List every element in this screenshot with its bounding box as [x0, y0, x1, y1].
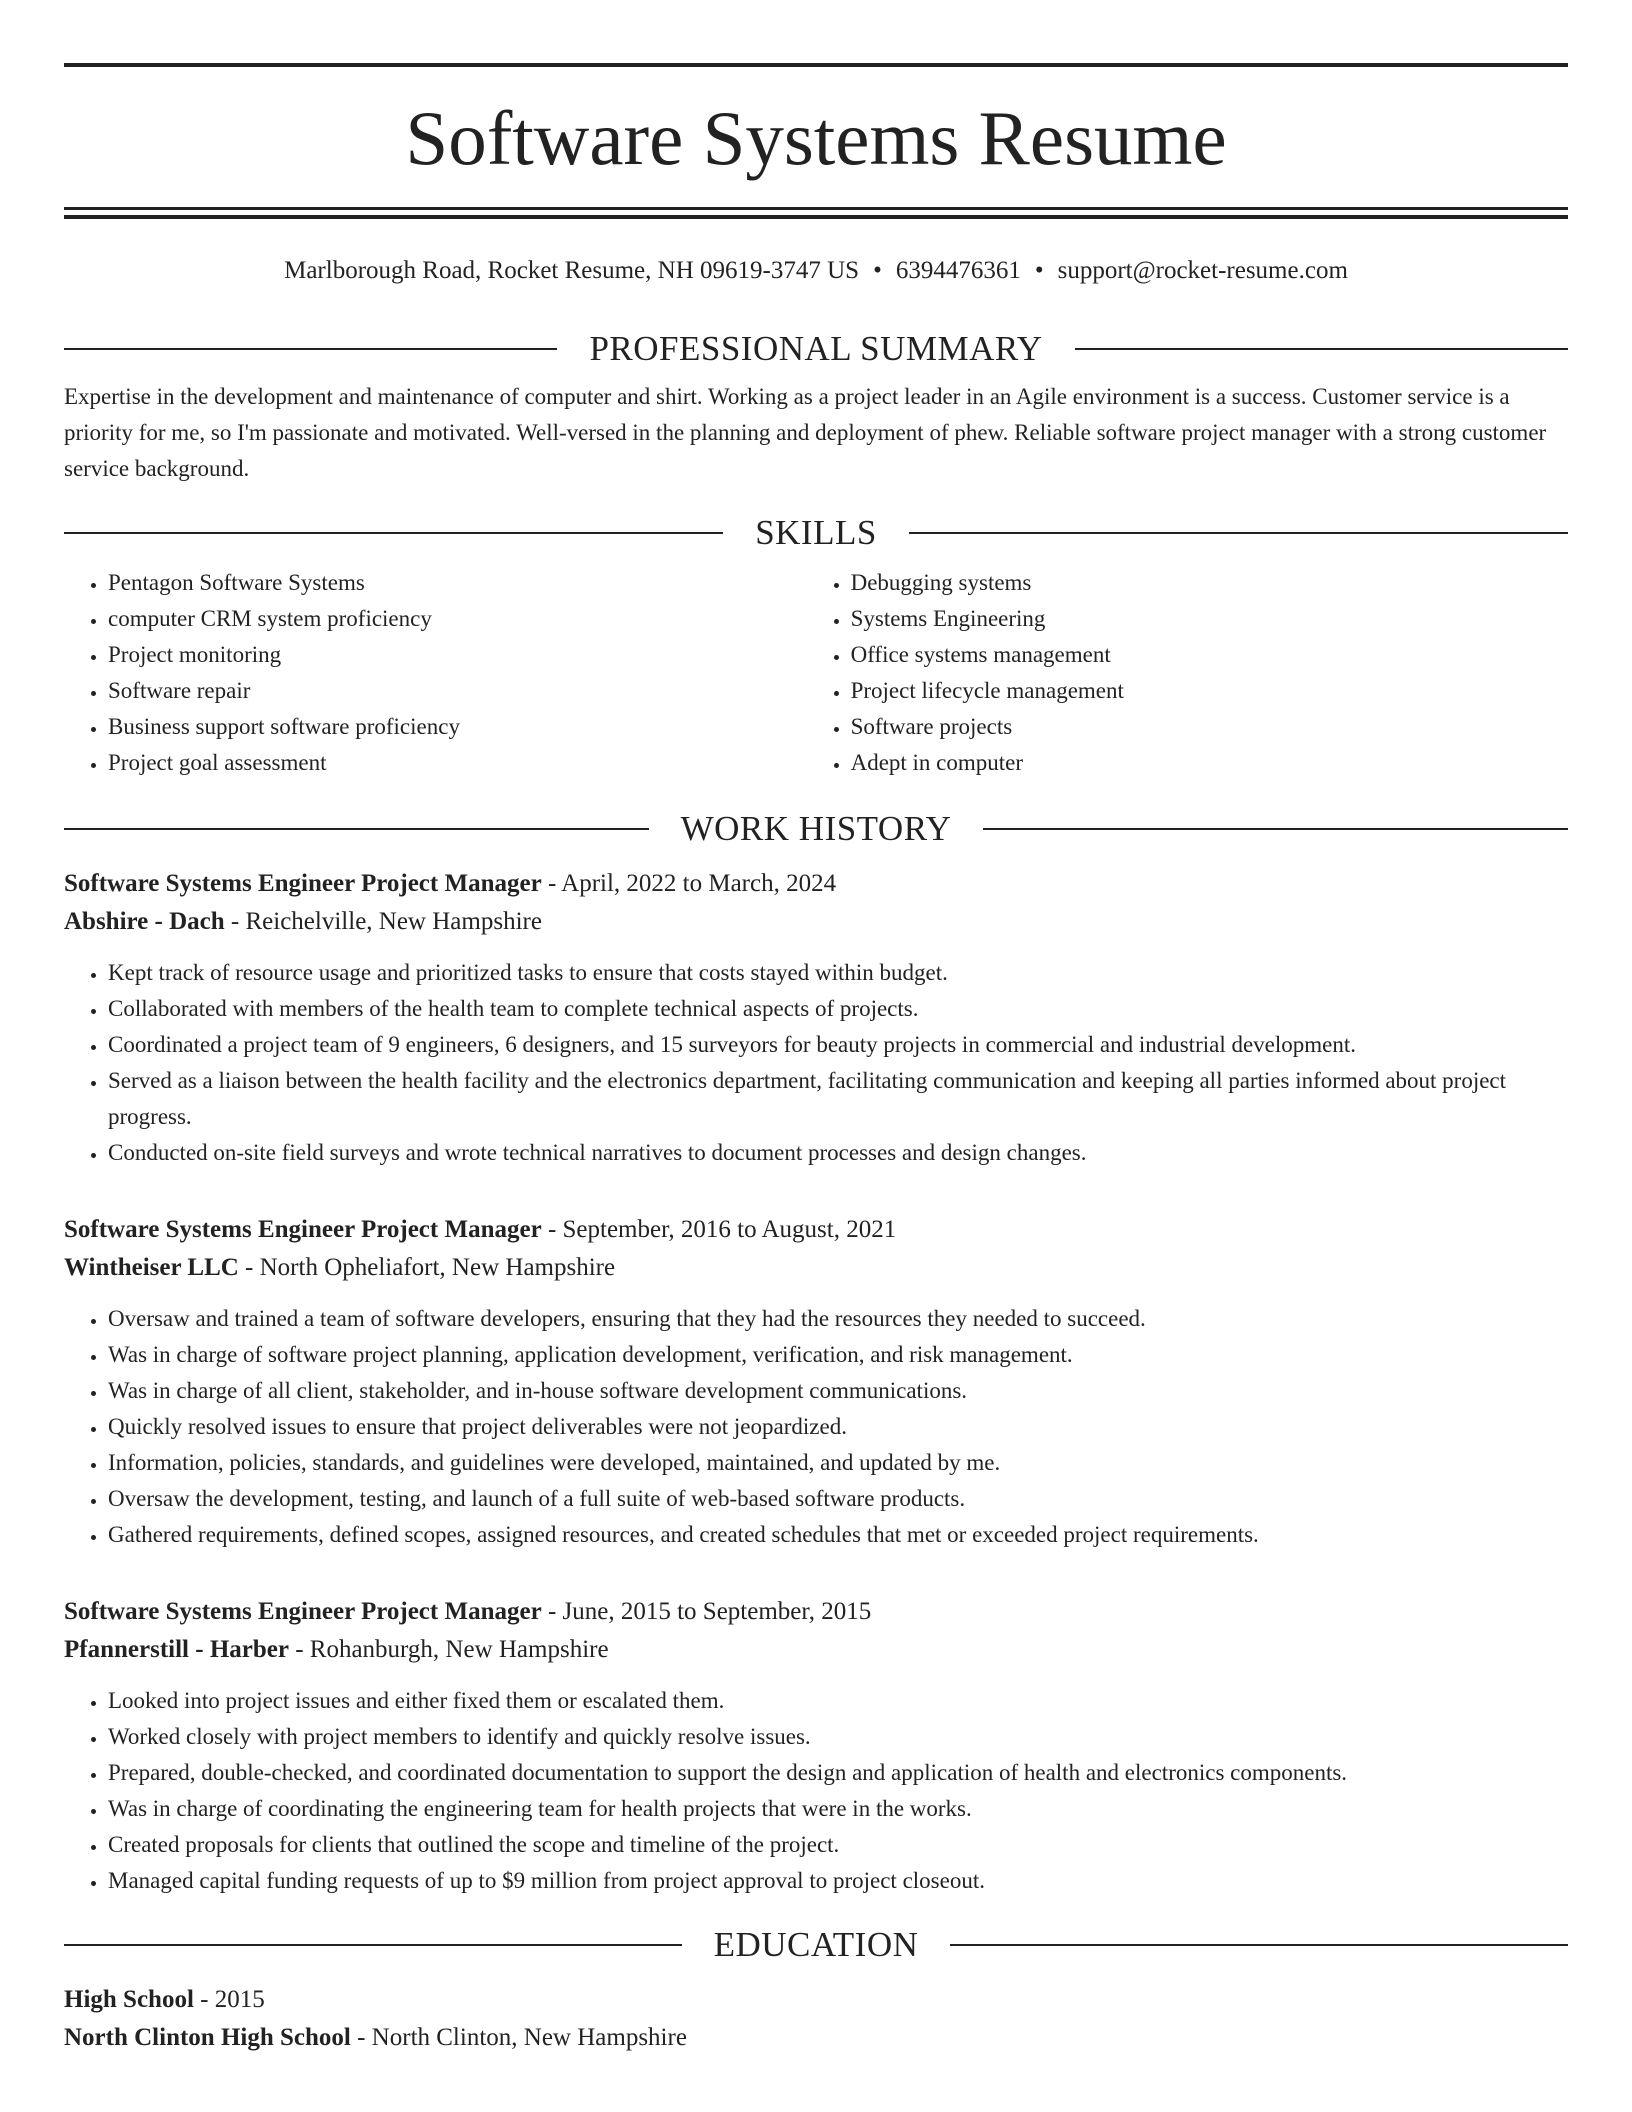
contact-phone: 6394476361	[895, 257, 1021, 284]
work-section-title: WORK HISTORY	[680, 809, 952, 848]
section-rule	[950, 1944, 1568, 1946]
education-section-title: EDUCATION	[713, 1925, 919, 1964]
job-bullet: • Was in charge of software project planning, application development, verification, and risk management.	[108, 1337, 1568, 1373]
job-bullet: • Gathered requirements, defined scopes, assigned resources, and created schedules that met or exceeded project requirements.	[108, 1517, 1568, 1553]
education-location: - North Clinton, New Hampshire	[350, 2024, 687, 2051]
summary-section-title: PROFESSIONAL SUMMARY	[589, 329, 1043, 368]
job-company: Wintheiser LLC	[64, 1254, 239, 1281]
job-company-line	[64, 903, 1568, 941]
education-section-header	[64, 1927, 1568, 1963]
job-bullet: • Was in charge of all client, stakeholder, and in-house software development communications.	[108, 1373, 1568, 1409]
job-bullets	[64, 955, 1568, 1171]
job-company: Pfannerstill - Harber	[64, 1636, 289, 1663]
education-entry	[64, 1981, 1568, 2057]
section-rule	[64, 532, 723, 534]
title-double-rule	[64, 207, 1568, 219]
work-section-header	[64, 811, 1568, 847]
skill-item: • Business support software proficiency	[108, 709, 807, 745]
job-bullet: • Conducted on-site field surveys and wrote technical narratives to document processes and design changes.	[108, 1135, 1568, 1171]
job-bullet: • Oversaw the development, testing, and launch of a full suite of web-based software products.	[108, 1481, 1568, 1517]
education-school-line	[64, 2019, 1568, 2057]
job-location: - Rohanburgh, New Hampshire	[288, 1636, 609, 1663]
job-bullets	[64, 1683, 1568, 1899]
education-degree: High School	[64, 1986, 194, 2013]
job-bullet: • Looked into project issues and either fixed them or escalated them.	[108, 1683, 1568, 1719]
job-title: Software Systems Engineer Project Manager	[64, 1598, 542, 1625]
job-bullet: • Served as a liaison between the health facility and the electronics department, facilitating communication and keeping all parties informed about project progress.	[108, 1063, 1568, 1135]
section-rule	[1075, 348, 1568, 350]
skill-item: • Project goal assessment	[108, 745, 807, 781]
job-title-line	[64, 1211, 1568, 1249]
skills-list	[64, 565, 1568, 781]
skills-column-right	[807, 565, 1568, 781]
job-bullet: • Kept track of resource usage and prioritized tasks to ensure that costs stayed within budget.	[108, 955, 1568, 991]
job-entry	[64, 1593, 1568, 1899]
education-school: North Clinton High School	[64, 2024, 351, 2051]
skill-item: • computer CRM system proficiency	[108, 601, 807, 637]
job-dates: - June, 2015 to September, 2015	[541, 1598, 872, 1625]
job-bullet: • Information, policies, standards, and guidelines were developed, maintained, and updated by me.	[108, 1445, 1568, 1481]
education-year: - 2015	[193, 1986, 265, 2013]
education-degree-line	[64, 1981, 1568, 2019]
skill-item: • Project lifecycle management	[851, 673, 1568, 709]
contact-separator: •	[1034, 257, 1044, 284]
skills-section-header	[64, 515, 1568, 551]
skill-item: • Software repair	[108, 673, 807, 709]
section-rule	[909, 532, 1568, 534]
job-title: Software Systems Engineer Project Manager	[64, 870, 542, 897]
job-bullet: • Was in charge of coordinating the engineering team for health projects that were in the works.	[108, 1791, 1568, 1827]
top-rule	[64, 63, 1568, 67]
job-company-line	[64, 1249, 1568, 1287]
job-location: - North Opheliafort, New Hampshire	[238, 1254, 616, 1281]
job-bullet: • Worked closely with project members to identify and quickly resolve issues.	[108, 1719, 1568, 1755]
job-entry	[64, 1211, 1568, 1553]
job-bullet: • Created proposals for clients that outlined the scope and timeline of the project.	[108, 1827, 1568, 1863]
job-title: Software Systems Engineer Project Manager	[64, 1216, 542, 1243]
section-rule	[983, 828, 1568, 830]
job-bullet: • Oversaw and trained a team of software developers, ensuring that they had the resources they needed to succeed.	[108, 1301, 1568, 1337]
job-bullet: • Prepared, double-checked, and coordinated documentation to support the design and application of health and electronics components.	[108, 1755, 1568, 1791]
skill-item: • Pentagon Software Systems	[108, 565, 807, 601]
job-bullet: • Managed capital funding requests of up to $9 million from project approval to project closeout.	[108, 1863, 1568, 1899]
job-location: - Reichelville, New Hampshire	[224, 908, 542, 935]
skills-column-left	[64, 565, 807, 781]
job-company-line	[64, 1631, 1568, 1669]
job-bullet: • Quickly resolved issues to ensure that project deliverables were not jeopardized.	[108, 1409, 1568, 1445]
section-rule	[64, 828, 649, 830]
skill-item: • Adept in computer	[851, 745, 1568, 781]
contact-line	[64, 255, 1568, 287]
contact-separator: •	[873, 257, 882, 284]
job-entry	[64, 865, 1568, 1171]
resume-page	[64, 0, 1568, 2057]
skill-item: • Systems Engineering	[851, 601, 1568, 637]
skill-item: • Project monitoring	[108, 637, 807, 673]
job-bullets	[64, 1301, 1568, 1553]
job-title-line	[64, 1593, 1568, 1631]
summary-section-header	[64, 331, 1568, 367]
job-dates: - September, 2016 to August, 2021	[541, 1216, 897, 1243]
summary-text: Expertise in the development and maintenance of computer and shirt. Working as a project leader in an Agile environment is a success. Customer service is a priority for me, so I'm passionate and motivated. Well-versed in the planning and deployment of phew. Reliable software project manager with a strong customer service background.	[64, 384, 1547, 481]
section-rule	[64, 348, 557, 350]
skill-item: • Software projects	[851, 709, 1568, 745]
skills-section-title: SKILLS	[755, 513, 877, 552]
work-history	[64, 865, 1568, 1899]
skill-item: • Office systems management	[851, 637, 1568, 673]
skill-item: • Debugging systems	[851, 565, 1568, 601]
contact-email: support@rocket-resume.com	[1057, 257, 1348, 284]
resume-title: Software Systems Resume	[405, 95, 1227, 181]
job-bullet: • Collaborated with members of the health team to complete technical aspects of projects.	[108, 991, 1568, 1027]
job-bullet: • Coordinated a project team of 9 engineers, 6 designers, and 15 surveyors for beauty projects in commercial and industrial development.	[108, 1027, 1568, 1063]
job-company: Abshire - Dach	[64, 908, 225, 935]
contact-address: Marlborough Road, Rocket Resume, NH 09619-3747 US	[284, 257, 860, 284]
job-dates: - April, 2022 to March, 2024	[541, 870, 837, 897]
section-rule	[64, 1944, 682, 1946]
job-title-line	[64, 865, 1568, 903]
